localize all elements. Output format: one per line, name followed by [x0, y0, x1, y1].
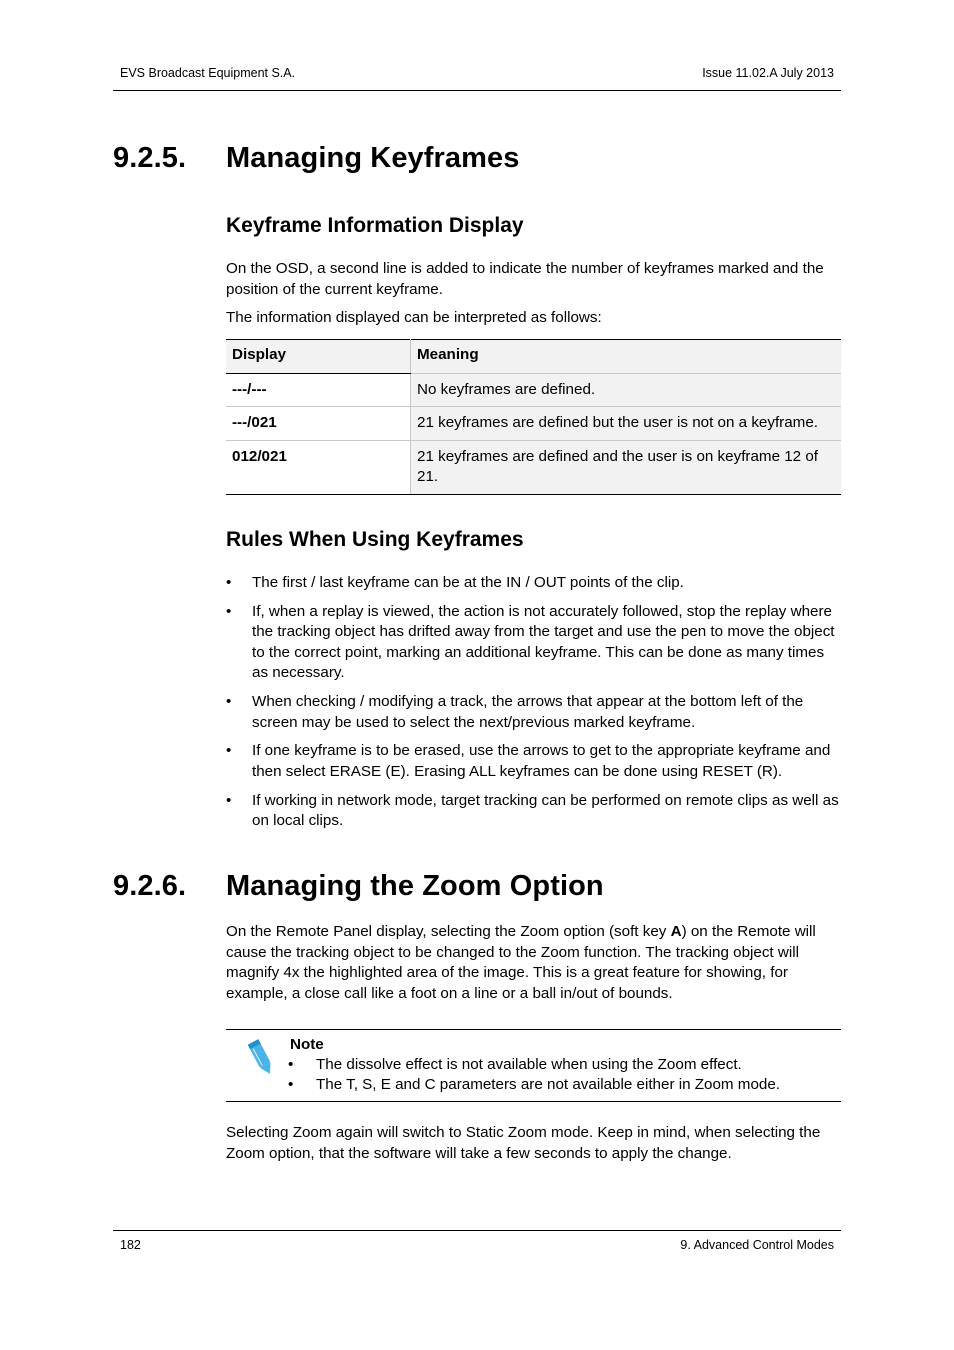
- list-item: [226, 573, 844, 594]
- bullet-glyph: •: [226, 602, 232, 620]
- footer-rule: [113, 1230, 841, 1231]
- header-issue: Issue 11.02.A July 2013: [702, 66, 834, 80]
- subheading-keyframe-info: Keyframe Information Display: [226, 214, 524, 237]
- section-number-926: 9.2.6.: [113, 870, 187, 902]
- bullet-glyph: •: [226, 693, 232, 711]
- table-cell-meaning: 21 keyframes are defined and the user is on keyframe 12 of 21.: [411, 440, 842, 494]
- table-cell-display: ---/---: [226, 373, 411, 407]
- list-item: [288, 1055, 780, 1075]
- zoom-intro-text-a: On the Remote Panel display, selecting the Zoom option (soft key: [226, 923, 671, 940]
- section-title-926: Managing the Zoom Option: [226, 870, 604, 902]
- note-title: Note: [290, 1036, 324, 1053]
- table-row: [226, 373, 841, 407]
- table-header-display: Display: [226, 340, 411, 374]
- list-item-text: The first / last keyframe can be at the IN / OUT points of the clip.: [252, 574, 684, 591]
- list-item-text: If working in network mode, target tracking can be performed on remote clips as well as on local clips.: [252, 791, 839, 830]
- paragraph-static-zoom: Selecting Zoom again will switch to Static Zoom mode. Keep in mind, when selecting the Zoom option, that the software will take a few seconds to apply the change.: [226, 1124, 821, 1162]
- page-number: 182: [120, 1238, 141, 1252]
- table-header-row: [226, 340, 841, 374]
- header-company: EVS Broadcast Equipment S.A.: [120, 66, 296, 80]
- footer-chapter: 9. Advanced Control Modes: [680, 1238, 834, 1252]
- table-cell-meaning: 21 keyframes are defined but the user is not on a keyframe.: [411, 407, 842, 441]
- table-cell-display: 012/021: [226, 440, 411, 494]
- list-item: [226, 602, 844, 684]
- zoom-intro-text-b: ) on the Remote will cause the tracking object to be changed to the Zoom function. The tracking object will magnify 4x the highlighted area of the image. This is a great feature for showing, for example, a close call like a foot on a line or a ball in/out of bounds.: [226, 923, 816, 1002]
- note-box: [226, 1029, 841, 1102]
- subheading-rules: Rules When Using Keyframes: [226, 528, 524, 551]
- bullet-glyph: •: [226, 791, 232, 809]
- list-item: [288, 1075, 780, 1095]
- list-item-text: When checking / modifying a track, the arrows that appear at the bottom left of the screen may be used to select the next/previous marked keyframe.: [252, 693, 804, 731]
- paragraph-zoom-intro: [226, 922, 841, 1004]
- table-row: [226, 440, 841, 494]
- paragraph-interpretation: The information displayed can be interpreted as follows:: [226, 309, 602, 326]
- paragraph-osd: On the OSD, a second line is added to indicate the number of keyframes marked and the position of the current keyframe.: [226, 260, 824, 298]
- keyframe-display-table: [226, 339, 841, 495]
- bullet-glyph: •: [288, 1056, 294, 1073]
- rules-list: [226, 573, 844, 840]
- soft-key-label: A: [670, 923, 682, 940]
- list-item: [226, 791, 844, 832]
- list-item: [226, 741, 844, 782]
- list-item: [226, 692, 844, 733]
- bullet-glyph: •: [226, 742, 232, 760]
- header-rule: [113, 90, 841, 91]
- list-item-text: If, when a replay is viewed, the action is not accurately followed, stop the replay where the tracking object has drifted away from the target and use the pen to move the object to the correct point, marking an additional keyframe. This can be done as many times as necessary.: [252, 602, 835, 682]
- section-number-925: 9.2.5.: [113, 142, 187, 174]
- note-list: [288, 1055, 780, 1094]
- table-cell-meaning: No keyframes are defined.: [411, 373, 842, 407]
- section-title-925: Managing Keyframes: [226, 142, 520, 174]
- bullet-glyph: •: [226, 574, 232, 591]
- pen-icon: [244, 1037, 278, 1082]
- note-item-text: The T, S, E and C parameters are not available either in Zoom mode.: [316, 1075, 781, 1093]
- table-row: [226, 407, 841, 441]
- list-item-text: If one keyframe is to be erased, use the arrows to get to the appropriate keyframe and then select ERASE (E). Erasing ALL keyframes can be done using RESET (R).: [252, 742, 831, 780]
- table-header-meaning: Meaning: [411, 340, 842, 374]
- note-item-text: The dissolve effect is not available when using the Zoom effect.: [316, 1056, 742, 1073]
- bullet-glyph: •: [288, 1075, 294, 1093]
- table-cell-display: ---/021: [226, 407, 411, 441]
